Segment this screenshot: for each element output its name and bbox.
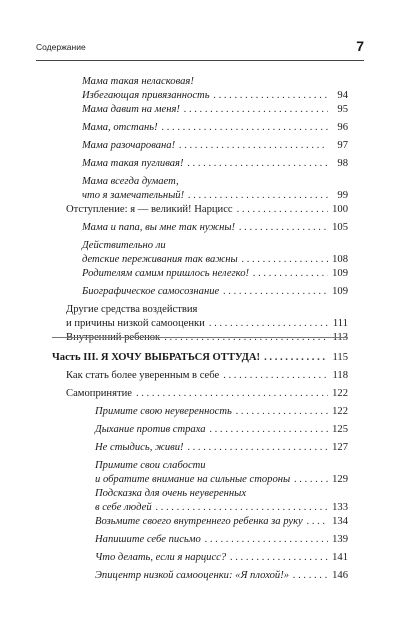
toc-entry[interactable] xyxy=(66,303,348,331)
toc-entry-title: в себе людей xyxy=(95,502,152,513)
toc-entry-title: и обратите внимание на сильные стороны xyxy=(95,474,291,485)
toc-entry-title: Как стать более уверенным в себе xyxy=(66,370,220,381)
toc-page-number: 108 xyxy=(332,254,348,265)
toc-entry[interactable] xyxy=(66,331,348,345)
toc-entry-title: Примите свои слабости xyxy=(95,460,206,471)
dot-leader xyxy=(239,221,328,235)
toc-entry-title: Примите свою неуверенность xyxy=(95,406,232,417)
toc-page-number: 94 xyxy=(337,90,348,101)
toc-entry-title: и причины низкой самооценки xyxy=(66,318,205,329)
toc-entry-title: Самопринятие xyxy=(66,388,132,399)
toc-page-number: 100 xyxy=(332,204,348,215)
toc-entry-title: Подсказка для очень неуверенных xyxy=(95,488,247,499)
dot-leader xyxy=(223,369,328,383)
toc-entry-title: Мама и папа, вы мне так нужны! xyxy=(82,222,236,233)
toc-entry-title: Возьмите своего внутреннего ребенка за руку xyxy=(95,516,303,527)
toc-entry-title: Что делать, если я нарцисс? xyxy=(95,552,227,563)
toc-entry-title: Родителям самим пришлось нелегко! xyxy=(82,268,250,279)
dot-leader xyxy=(253,267,328,281)
toc-entry-title: Часть III. Я ХОЧУ ВЫБРАТЬСЯ ОТТУДА! xyxy=(52,352,261,363)
toc-entry[interactable] xyxy=(82,139,348,153)
toc-entry-title: Эпицентр низкой самооценки: «Я плохой!» xyxy=(95,570,290,581)
toc-entry-title: Мама такая пугливая! xyxy=(82,158,184,169)
toc-entry-title: Другие средства воздействия xyxy=(66,304,198,315)
toc-entry-title: Напишите себе письмо xyxy=(95,534,201,545)
toc-entry-title: детские переживания так важны xyxy=(82,254,238,265)
toc-page-number: 115 xyxy=(332,352,348,363)
toc-entry-title: Не стыдись, живи! xyxy=(95,442,184,453)
toc-entry-title: Мама давит на меня! xyxy=(82,104,180,115)
dot-leader xyxy=(237,203,328,217)
toc-entry-title: Внутренний ребенок xyxy=(66,332,161,343)
toc-entry[interactable] xyxy=(82,239,348,267)
toc-page-number: 127 xyxy=(332,442,348,453)
toc-entry-title: Действительно ли xyxy=(82,240,166,251)
toc-entry-title: что я замечательный! xyxy=(82,190,185,201)
toc-entry[interactable] xyxy=(82,121,348,135)
toc-page-number: 118 xyxy=(332,370,348,381)
toc-entry[interactable] xyxy=(66,387,348,401)
toc-entry[interactable] xyxy=(82,221,348,235)
dot-leader xyxy=(156,501,328,515)
toc-page-number: 113 xyxy=(332,332,348,343)
toc-page-number: 133 xyxy=(332,502,348,513)
toc-entry[interactable] xyxy=(95,441,348,455)
toc-entry-title: Биографическое самосознание xyxy=(82,286,220,297)
toc-entry[interactable] xyxy=(82,285,348,299)
dot-leader xyxy=(230,551,328,565)
toc-page-number: 109 xyxy=(332,286,348,297)
toc-entry[interactable] xyxy=(66,203,348,217)
toc-entry[interactable] xyxy=(95,515,348,529)
toc-entry[interactable] xyxy=(82,175,348,203)
toc-entry[interactable] xyxy=(95,405,348,419)
dot-leader xyxy=(210,423,328,437)
toc-page-number: 129 xyxy=(332,474,348,485)
dot-leader xyxy=(294,473,328,487)
toc-entry[interactable] xyxy=(95,533,348,547)
toc-entry-title: Мама такая неласковая! xyxy=(82,76,194,87)
toc-page-number: 139 xyxy=(332,534,348,545)
dot-leader xyxy=(184,103,328,117)
dot-leader xyxy=(205,533,328,547)
dot-leader xyxy=(179,139,328,153)
toc-page-number: 111 xyxy=(332,318,348,329)
dot-leader xyxy=(242,253,328,267)
dot-leader xyxy=(214,89,328,103)
toc-entry-title: Избегающая привязанность xyxy=(82,90,210,101)
running-head: Содержание xyxy=(36,42,86,52)
toc-page-number: 99 xyxy=(337,190,348,201)
toc-entry[interactable] xyxy=(82,103,348,117)
toc-entry-title: Отступление: я — великий! Нарцисс xyxy=(66,204,233,215)
toc-entry[interactable] xyxy=(95,423,348,437)
toc-entry-title: Мама разочарована! xyxy=(82,140,176,151)
dot-leader xyxy=(264,351,328,365)
toc-page-number: 96 xyxy=(337,122,348,133)
dot-leader xyxy=(236,405,328,419)
toc-entry[interactable] xyxy=(82,157,348,171)
toc-entry[interactable] xyxy=(82,75,348,103)
toc-page-number: 134 xyxy=(332,516,348,527)
dot-leader xyxy=(188,441,328,455)
toc-entry-title: Мама, отстань! xyxy=(82,122,158,133)
toc-entry[interactable] xyxy=(95,487,348,515)
dot-leader xyxy=(293,569,328,583)
toc-page-number: 141 xyxy=(332,552,348,563)
toc-entry[interactable] xyxy=(95,551,348,565)
toc-page-number: 125 xyxy=(332,424,348,435)
toc-page-number: 122 xyxy=(332,388,348,399)
dot-leader xyxy=(162,121,328,135)
toc-entry-title: Дыхание против страха xyxy=(95,424,206,435)
toc-entry[interactable] xyxy=(66,369,348,383)
toc-page-number: 98 xyxy=(337,158,348,169)
dot-leader xyxy=(164,331,328,345)
toc-page-number: 97 xyxy=(337,140,348,151)
toc-page-number: 146 xyxy=(332,570,348,581)
dot-leader xyxy=(307,515,328,529)
toc-entry[interactable] xyxy=(52,351,348,365)
page-number: 7 xyxy=(356,38,364,54)
toc-page-number: 105 xyxy=(332,222,348,233)
toc-entry[interactable] xyxy=(82,267,348,281)
toc-entry[interactable] xyxy=(95,459,348,487)
toc-entry-title: Мама всегда думает, xyxy=(82,176,179,187)
toc-page-number: 95 xyxy=(337,104,348,115)
dot-leader xyxy=(223,285,328,299)
toc-page-number: 109 xyxy=(332,268,348,279)
part-separator xyxy=(52,337,348,338)
dot-leader xyxy=(209,317,328,331)
dot-leader xyxy=(188,157,329,171)
toc-page-number: 122 xyxy=(332,406,348,417)
toc-entry[interactable] xyxy=(95,569,348,583)
dot-leader xyxy=(136,387,328,401)
dot-leader xyxy=(188,189,328,203)
